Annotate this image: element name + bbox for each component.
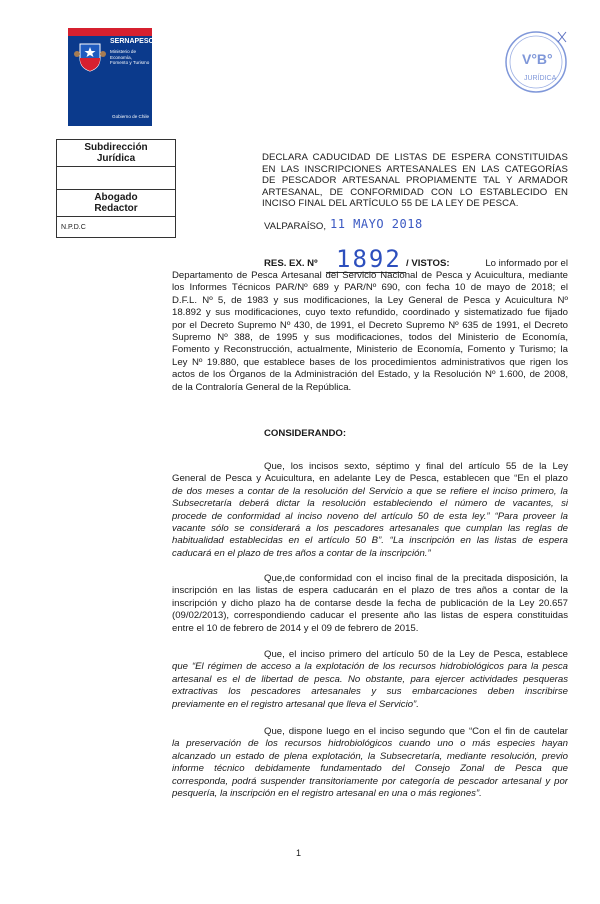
- abogado-cell: Abogado Redactor: [57, 190, 176, 217]
- logo-brand-text: SERNAPESCA: [110, 38, 159, 45]
- approval-stamp: [500, 24, 572, 96]
- text-line: pesquería, la inscripción en el registro artesanal en una o más regiones”.: [172, 787, 482, 799]
- text-line: la preservación de los recursos hidrobiológicos cuando uno o más especies hayan: [172, 738, 568, 750]
- text-line: Que, los incisos sexto, séptimo y final del artículo 55 de la Ley: [264, 461, 568, 472]
- text-line: por el Decreto Supremo Nº 430, de 1991, el Decreto Supremo Nº 635 de 1991, el Decreto: [172, 319, 568, 331]
- stamp-vb-text: V°B°: [522, 51, 553, 67]
- text-line: los Informes Técnicos PAR/Nº 689 y PAR/Nº 690, con fecha 10 de mayo de 2018; el: [172, 282, 568, 294]
- resolution-label: [264, 258, 318, 269]
- text-line: previamente en el registro artesanal que lleva el Servicio”.: [172, 698, 419, 710]
- resolution-title: DECLARA CADUCIDAD DE LISTAS DE ESPERA CONSTITUIDAS EN LAS INSCRIPCIONES ARTESANALES EN LAS CATEGORÍAS DE PESCADOR ARTESANAL PROPIAMENTE TAL Y ARMADOR ARTESANAL, DE CONFORMIDAD CON LO ESTABLECIDO EN INCISO FINAL DEL ARTÍCULO 55 DE LA LEY DE PESCA.: [262, 152, 568, 210]
- text-line: Fomento y Reconstrucción, actualmente, Ministerio de Economía, Fomento y Turismo; la: [172, 344, 568, 356]
- text-line: (09/02/2013), correspondiendo caducar el presente año las listas de espera constituidas: [172, 610, 568, 622]
- text-line: Departamento de Pesca Artesanal del Servicio Nacional de Pesca y Acuicultura, mediante: [172, 270, 568, 281]
- paragraph-3: [172, 649, 568, 711]
- text-line: caducará en el plazo de tres años a contar de la inscripción.”: [172, 547, 431, 559]
- text-line: corresponda, podrá suspender transitoriamente por categoría de pescador artesanal y por: [172, 775, 568, 787]
- paragraph-1: [172, 461, 568, 560]
- text-line: 18.892 y sus modificaciones, cuyo texto refundido, coordinado y sistematizado fue fijado: [172, 307, 568, 319]
- vistos-heading: / VISTOS:: [406, 258, 450, 269]
- considerando-heading: CONSIDERANDO:: [264, 428, 347, 439]
- text-line: alcanzado un estado de plena explotación, la Subsecretaría, mediante resolución, previo: [172, 750, 568, 762]
- text-line: informe técnico debidamente fundamentado del Consejo Zonal de Pesca que: [172, 763, 568, 775]
- paragraph-4: [172, 726, 568, 800]
- stamp-caption: JURÍDICA: [524, 75, 557, 82]
- vistos-body: [172, 270, 568, 394]
- npdc-cell: N.P.D.C: [57, 217, 176, 238]
- text-line: actos de los Órganos de la Administración del Estado, y la Resolución Nº 1.600, de 2008,: [172, 369, 568, 381]
- text-line: inscripción y dicho plazo ha de contarse desde la fecha de publicación de la Ley 20.657: [172, 597, 568, 609]
- date-stamp: 11 MAYO 2018: [330, 217, 423, 231]
- text-line: vacante sólo se considerará a los pescadores artesanales que cumplan las reglas de: [172, 522, 568, 534]
- page-number: 1: [296, 848, 302, 858]
- text-line: Que, el inciso primero del artículo 50 de la Ley de Pesca, establece: [264, 649, 568, 660]
- routing-table: [56, 139, 176, 238]
- logo-red-band: [68, 28, 152, 36]
- text-line: inscripción en las listas de espera caducarán en el plazo de tres años a contar de la: [172, 585, 568, 597]
- logo-ministry-text: Ministerio de Economía, Fomento y Turismo: [110, 49, 150, 66]
- vistos-first-line: Lo informado por el: [485, 258, 568, 269]
- sernapesca-logo: [68, 28, 159, 126]
- text-line: extractivas los pescadores artesanales y sus embarcaciones deben inscribirse: [172, 686, 568, 698]
- text-line: de la Contraloría General de la República.: [172, 381, 352, 393]
- text-line: entre el 10 de febrero de 2014 y el 09 de febrero de 2015.: [172, 622, 419, 634]
- chile-coat-of-arms-icon: [72, 38, 108, 74]
- text-line: que “El régimen de acceso a la explotación de los recursos hidrobiológicos para la pesca: [172, 661, 568, 673]
- text-line: General de Pesca y Acuicultura, en adelante Ley de Pesca, establecen que “En el plazo: [172, 473, 568, 485]
- text-line: Supremo Nº 388, de 1995 y sus modificaciones, todos del Ministerio de Economía,: [172, 331, 568, 343]
- text-line: procede de conformidad al inciso noveno del artículo 50 de esta ley.” “Para proveer la: [172, 510, 568, 522]
- text-line: de dos meses a contar de la resolución del Servicio a que se refiere el inciso primero, la: [172, 485, 568, 497]
- subdireccion-cell: Subdirección Jurídica: [57, 140, 176, 167]
- logo-government-text: Gobierno de Chile: [112, 114, 150, 119]
- text-line: artesanal es el de libertad de pesca. No obstante, para ejercer actividades pesqueras: [172, 673, 568, 685]
- text-line: habitualidad establecidas en el artículo 50 B”. “La inscripción en las listas de espera: [172, 535, 568, 547]
- text-line: Que,de conformidad con el inciso final de la precitada disposición, la: [264, 573, 568, 584]
- resolution-number: 1892: [336, 245, 402, 273]
- blank-cell-1: [57, 167, 176, 190]
- res-ex-label: RES. EX. Nº: [264, 258, 318, 269]
- text-line: Ley Nº 19.880, que establece bases de los procedimientos administrativos que rigen los: [172, 356, 568, 368]
- text-line: Que, dispone luego en el inciso segundo que “Con el fin de cautelar: [264, 726, 568, 737]
- paragraph-2: [172, 573, 568, 635]
- text-line: Subsecretaría deberá dictar la resolución estableciendo el número de vacantes, si: [172, 498, 568, 510]
- place-label: VALPARAÍSO,: [264, 221, 327, 232]
- text-line: D.F.L. Nº 5, de 1983 y sus modificaciones, la Ley General de Pesca y Acuicultura Nº: [172, 294, 568, 306]
